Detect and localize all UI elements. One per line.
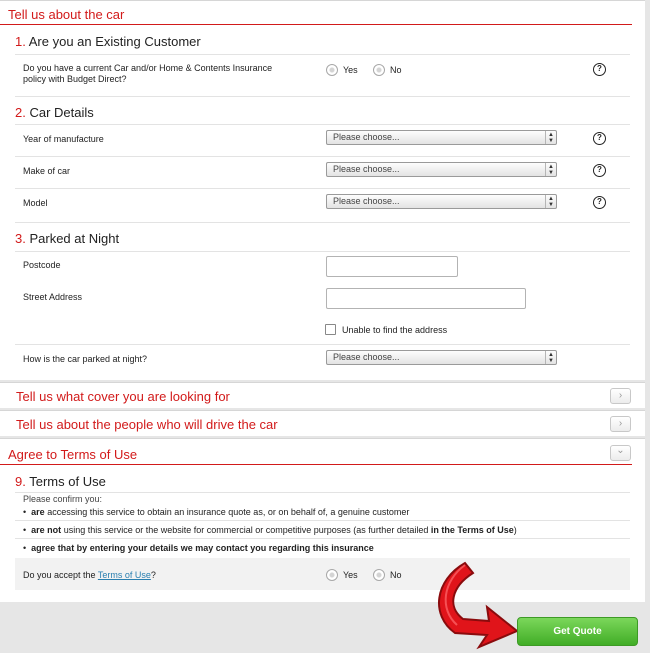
bullet-agree-contact: • agree that by entering your details we may contact you regarding this insurance	[23, 543, 374, 553]
chevron-right-icon[interactable]: ›	[610, 388, 631, 404]
make-select[interactable]: Please choose... ▲ ▼	[326, 162, 557, 177]
accept-terms-no-radio[interactable]	[373, 569, 385, 581]
people-section-heading: Tell us about the people who will drive the car	[16, 417, 278, 432]
select-arrows-icon: ▲ ▼	[545, 351, 556, 364]
year-select[interactable]: Please choose... ▲ ▼	[326, 130, 557, 145]
model-label: Model	[23, 198, 48, 208]
existing-customer-yes-label: Yes	[343, 65, 358, 75]
cover-section[interactable]	[0, 382, 645, 408]
year-label: Year of manufacture	[23, 134, 104, 144]
terms-section-heading: Agree to Terms of Use	[0, 447, 632, 465]
existing-customer-help-icon[interactable]: ?	[593, 63, 606, 76]
divider	[15, 188, 630, 189]
terms-title: 9. Terms of Use	[15, 474, 106, 489]
existing-customer-question: Do you have a current Car and/or Home & Contents Insurance policy with Budget Direct?	[23, 63, 273, 84]
existing-customer-no-radio[interactable]	[373, 64, 385, 76]
chevron-down-icon[interactable]: ⌄	[610, 445, 631, 461]
divider	[15, 124, 630, 125]
existing-customer-no-label: No	[390, 65, 402, 75]
divider	[15, 520, 630, 521]
divider	[15, 251, 630, 252]
select-arrows-icon: ▲ ▼	[545, 163, 556, 176]
bullet-genuine-customer: • are accessing this service to obtain an insurance quote as, or on behalf of, a genuine customer	[23, 507, 410, 517]
divider	[15, 96, 630, 97]
model-help-icon[interactable]: ?	[593, 196, 606, 209]
select-arrows-icon: ▲ ▼	[545, 131, 556, 144]
divider	[15, 538, 630, 539]
terms-of-use-link[interactable]: Terms of Use	[97, 570, 151, 580]
get-quote-button[interactable]: Get Quote	[517, 617, 638, 646]
people-section[interactable]	[0, 410, 645, 436]
unable-to-find-address-checkbox[interactable]	[325, 324, 336, 335]
divider	[15, 222, 630, 223]
street-address-label: Street Address	[23, 292, 83, 302]
model-select[interactable]: Please choose... ▲ ▼	[326, 194, 557, 209]
existing-customer-yes-radio[interactable]	[326, 64, 338, 76]
select-arrows-icon: ▲ ▼	[545, 195, 556, 208]
postcode-input[interactable]	[326, 256, 458, 277]
existing-customer-title: 1. Are you an Existing Customer	[15, 34, 201, 49]
how-parked-select[interactable]: Please choose... ▲ ▼	[326, 350, 557, 365]
divider	[15, 344, 630, 345]
accept-terms-no-label: No	[390, 570, 402, 580]
please-confirm-label: Please confirm you:	[23, 494, 103, 504]
car-section-heading: Tell us about the car	[0, 7, 632, 25]
divider	[15, 156, 630, 157]
bullet-not-commercial: • are not using this service or the website for commercial or competitive purposes (as further detailed in the Terms of Use)	[23, 525, 517, 535]
cover-section-heading: Tell us what cover you are looking for	[16, 389, 230, 404]
street-address-input[interactable]	[326, 288, 526, 309]
accept-terms-question: Do you accept the Terms of Use?	[23, 570, 156, 580]
make-label: Make of car	[23, 166, 71, 176]
car-details-title: 2. Car Details	[15, 105, 94, 120]
parked-at-night-title: 3. Parked at Night	[15, 231, 120, 246]
accept-terms-yes-label: Yes	[343, 570, 358, 580]
unable-to-find-address-label: Unable to find the address	[342, 325, 448, 335]
divider	[15, 492, 630, 493]
how-parked-label: How is the car parked at night?	[23, 354, 148, 364]
accept-terms-yes-radio[interactable]	[326, 569, 338, 581]
year-help-icon[interactable]: ?	[593, 132, 606, 145]
make-help-icon[interactable]: ?	[593, 164, 606, 177]
postcode-label: Postcode	[23, 260, 61, 270]
chevron-right-icon[interactable]: ›	[610, 416, 631, 432]
divider	[15, 54, 630, 55]
